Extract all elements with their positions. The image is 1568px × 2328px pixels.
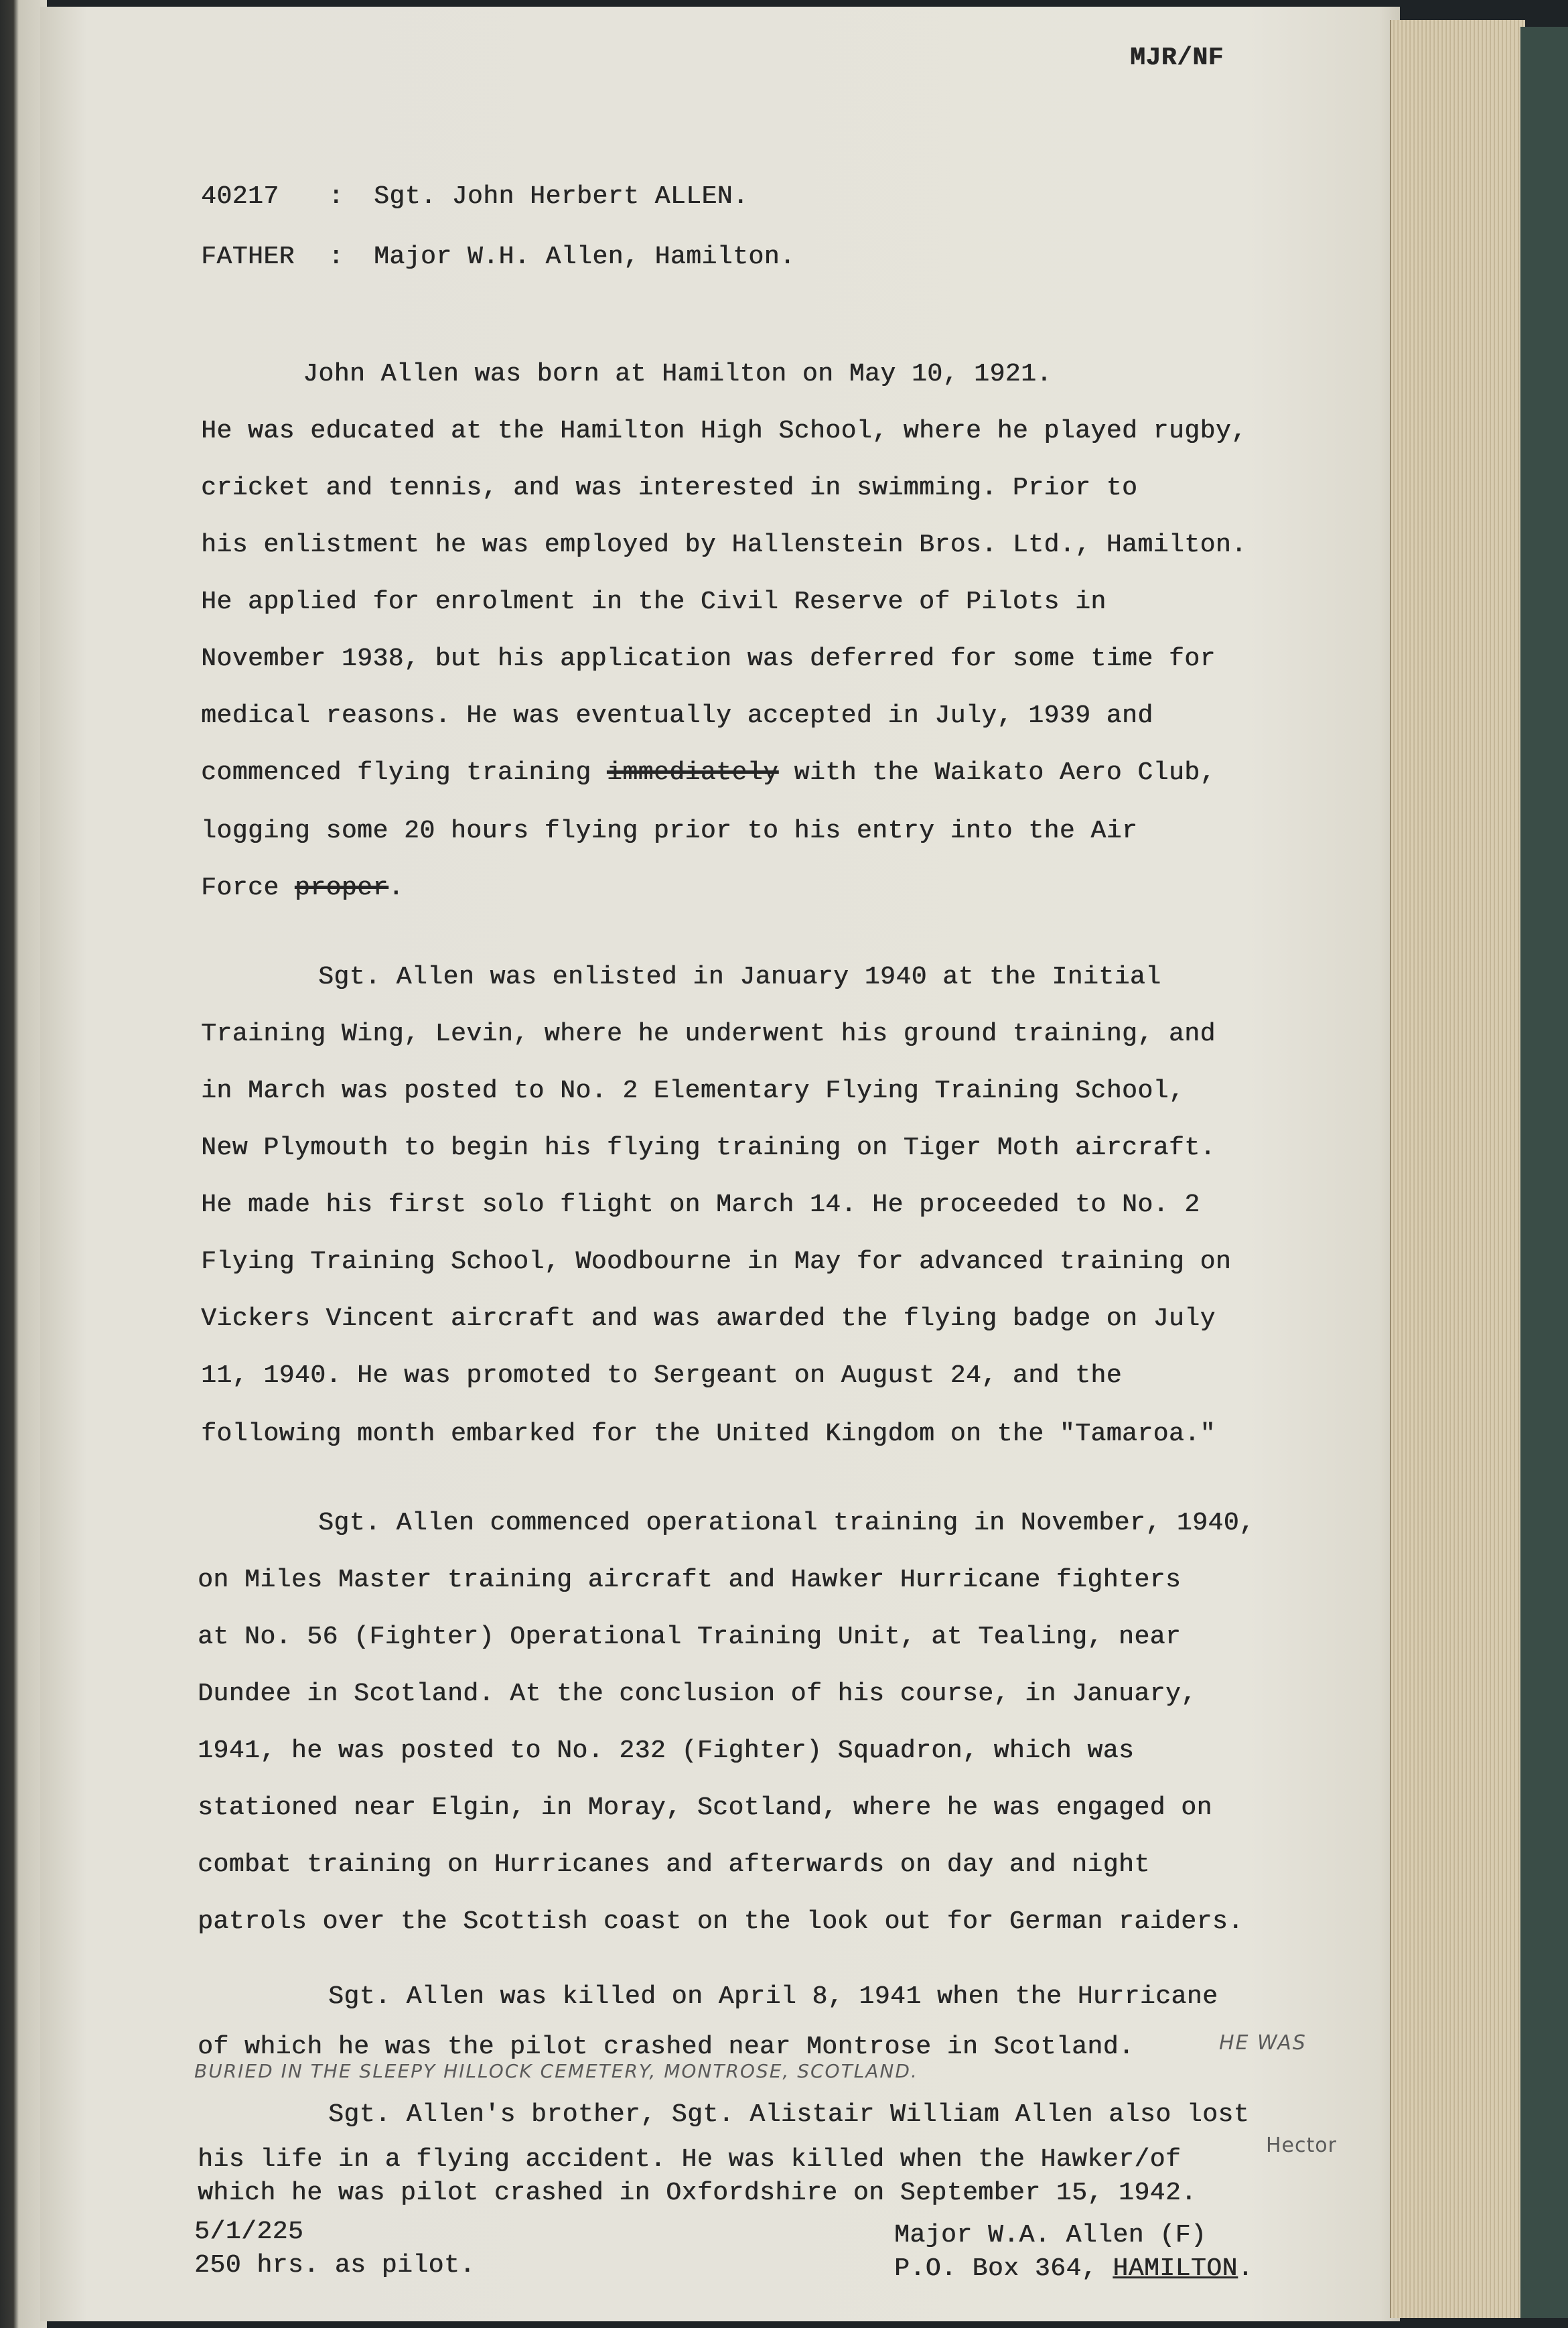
father-label: FATHER [201,243,295,271]
para5-line: Sgt. Allen's brother, Sgt. Alistair William Allen also lost [328,2100,1249,2129]
para1-line: John Allen was born at Hamilton on May 10, 1921. [303,360,1052,389]
para1-line: logging some 20 hours flying prior to his entry into the Air [201,817,1138,845]
para3-line: patrols over the Scottish coast on the look out for German raiders. [198,1907,1244,1936]
para3-line: Sgt. Allen commenced operational training in November, 1940, [318,1509,1255,1537]
struck-word: immediately [606,758,779,787]
para2-line: following month embarked for the United Kingdom on the "Tamaroa." [201,1420,1216,1448]
para1-line: He applied for enrolment in the Civil Reserve of Pilots in [201,588,1107,616]
para1-line: commenced flying training immediately with the Waikato Aero Club, [201,758,1216,787]
header-reference: MJR/NF [1130,44,1224,72]
para3-line: 1941, he was posted to No. 232 (Fighter) Squadron, which was [198,1736,1135,1765]
para1-line: his enlistment he was employed by Hallenstein Bros. Ltd., Hamilton. [201,531,1247,559]
para5-line: his life in a flying accident. He was killed when the Hawker/of [198,2145,1182,2174]
para5-line: which he was pilot crashed in Oxfordshire on September 15, 1942. [198,2179,1197,2207]
document-page [40,7,1400,2321]
para2-line: Training Wing, Levin, where he underwent his ground training, and [201,1020,1216,1048]
para1-line: He was educated at the Hamilton High School, where he played rugby, [201,417,1247,446]
para2-line: in March was posted to No. 2 Elementary Flying Training School, [201,1077,1185,1105]
para4-line: of which he was the pilot crashed near Montrose in Scotland. [198,2033,1135,2061]
para2-line: Sgt. Allen was enlisted in January 1940 at the Initial [318,963,1161,991]
handwritten-note: HE WAS [1219,2031,1307,2055]
para3-line: on Miles Master training aircraft and Hawker Hurricane fighters [198,1566,1182,1594]
father-value: Major W.H. Allen, Hamilton. [374,243,796,271]
subject-name: Sgt. John Herbert ALLEN. [374,182,749,211]
struck-word: proper [294,874,388,902]
footer-contact-name: Major W.A. Allen (F) [894,2221,1207,2250]
para1-line: medical reasons. He was eventually accepted in July, 1939 and [201,701,1153,730]
para3-line: combat training on Hurricanes and afterwards on day and night [198,1850,1150,1879]
para4-line: Sgt. Allen was killed on April 8, 1941 when the Hurricane [328,1982,1218,2011]
footer-file-ref: 5/1/225 [194,2217,304,2246]
book-cover [1520,27,1568,2318]
para3-line: stationed near Elgin, in Moray, Scotland, where he was engaged on [198,1793,1212,1822]
service-number: 40217 [201,182,279,211]
para2-line: He made his first solo flight on March 14. He proceeded to No. 2 [201,1190,1200,1219]
para3-line: Dundee in Scotland. At the conclusion of his course, in January, [198,1680,1197,1708]
footer-flying-hours: 250 hrs. as pilot. [194,2251,476,2280]
para1-line: Force proper. [201,874,404,902]
para2-line: New Plymouth to begin his flying training on Tiger Moth aircraft. [201,1134,1216,1162]
para1-line: cricket and tennis, and was interested in swimming. Prior to [201,474,1138,502]
para2-line: Flying Training School, Woodbourne in May for advanced training on [201,1247,1232,1276]
handwritten-note: BURIED IN THE SLEEPY HILLOCK CEMETERY, MONTROSE, SCOTLAND. [194,2060,918,2082]
para1-line: November 1938, but his application was deferred for some time for [201,644,1216,673]
para2-line: Vickers Vincent aircraft and was awarded the flying badge on July [201,1304,1216,1333]
para2-line: 11, 1940. He was promoted to Sergeant on August 24, and the [201,1361,1122,1390]
footer-contact-address: P.O. Box 364, HAMILTON. [894,2254,1254,2283]
para3-line: at No. 56 (Fighter) Operational Training Unit, at Tealing, near [198,1623,1182,1651]
page-stack-edge [1390,20,1525,2318]
handwritten-insertion: Hector [1266,2134,1337,2157]
